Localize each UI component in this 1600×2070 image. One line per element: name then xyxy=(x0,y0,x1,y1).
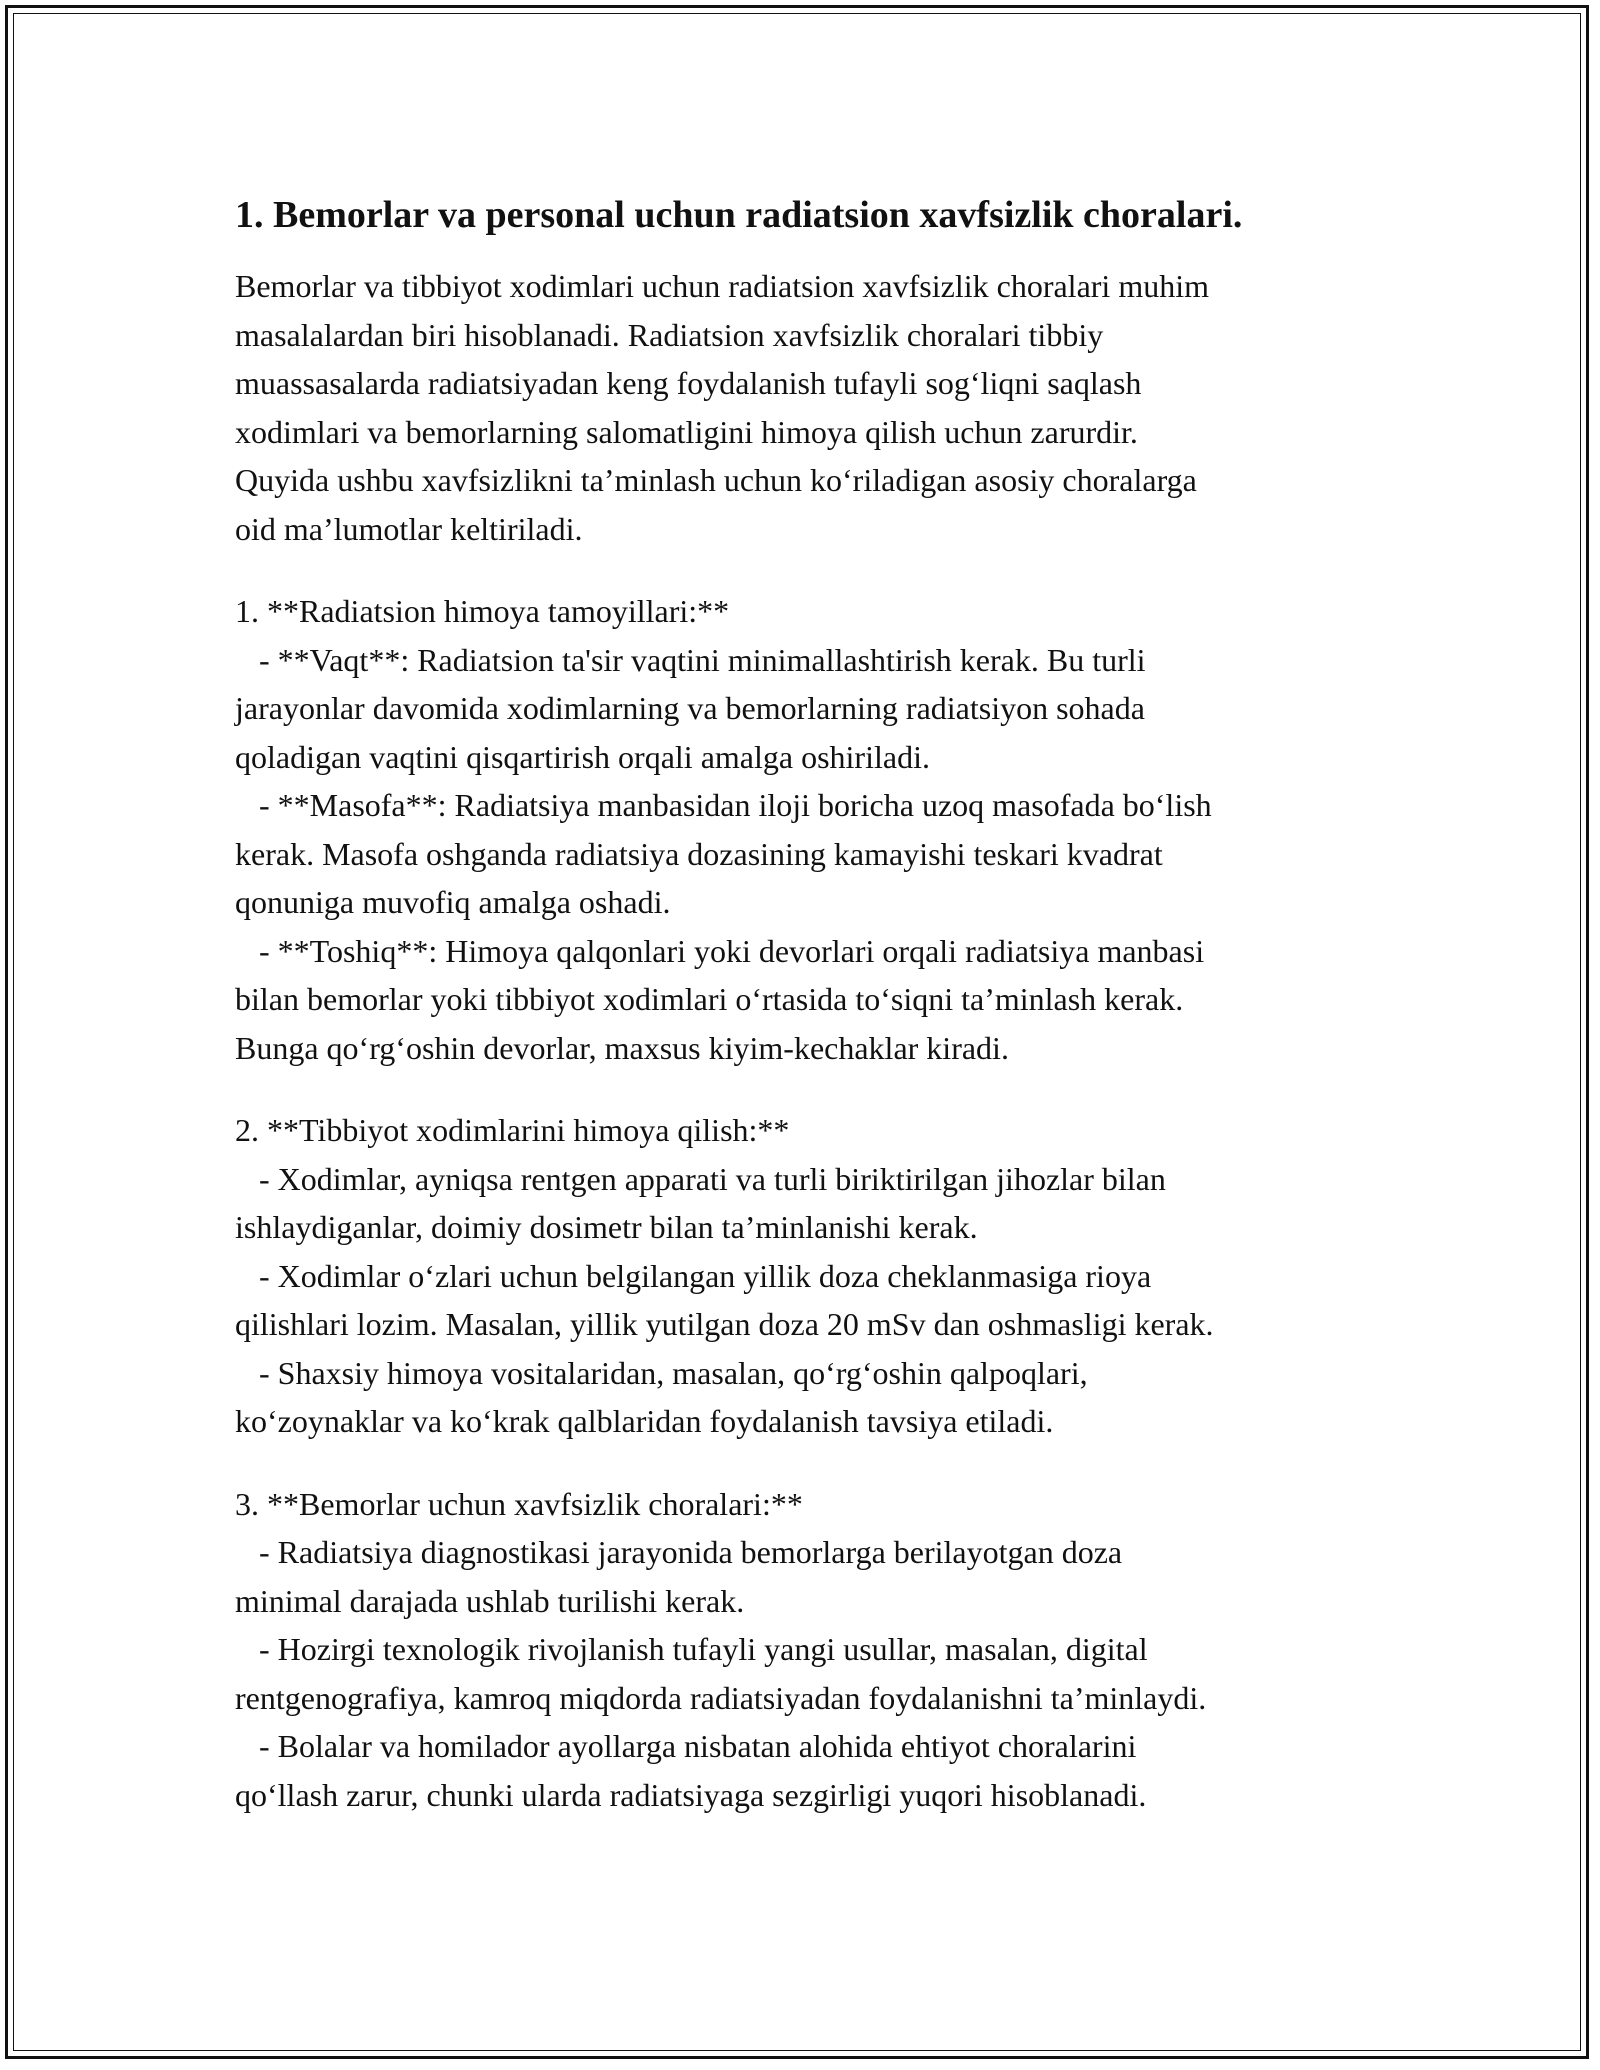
text-line: - **Masofa**: Radiatsiya manbasidan iloji boricha uzoq masofada bo‘lish xyxy=(235,787,1212,823)
text-line: - **Toshiq**: Himoya qalqonlari yoki devorlari orqali radiatsiya manbasi xyxy=(235,932,1205,969)
text-line: 3. **Bemorlar uchun xavfsizlik choralari:** xyxy=(235,1485,803,1522)
text-line: - **Vaqt**: Radiatsion ta'sir vaqtini minimallashtirish kerak. Bu turli xyxy=(235,641,1146,678)
text-line: bilan bemorlar yoki tibbiyot xodimlari o‘rtasida to‘siqni ta’minlash kerak. xyxy=(235,981,1184,1017)
document-body xyxy=(235,187,1365,1819)
text-line: - Shaxsiy himoya vositalaridan, masalan, qo‘rg‘oshin qalpoqlari, xyxy=(235,1354,1088,1391)
text-line: - Xodimlar, ayniqsa rentgen apparati va turli biriktirilgan jihozlar bilan xyxy=(235,1160,1166,1197)
section-patient-safety xyxy=(235,1480,1365,1820)
paragraph-gap xyxy=(235,1072,1365,1106)
text-line: oid ma’lumotlar keltiriladi. xyxy=(235,510,583,547)
text-line: kerak. Masofa oshganda radiatsiya dozasining kamayishi teskari kvadrat xyxy=(235,835,1163,872)
text-line: 1. **Radiatsion himoya tamoyillari:** xyxy=(235,593,730,629)
text-line: ishlaydiganlar, doimiy dosimetr bilan ta’minlanishi kerak. xyxy=(235,1209,978,1245)
intro-paragraph xyxy=(235,262,1365,553)
paragraph-gap xyxy=(235,553,1365,587)
section-staff-protection xyxy=(235,1106,1365,1446)
text-line: Quyida ushbu xavfsizlikni ta’minlash uchun ko‘riladigan asosiy choralarga xyxy=(235,462,1197,498)
text-line: - Bolalar va homilador ayollarga nisbatan alohida ehtiyot choralarini xyxy=(235,1728,1137,1764)
text-line: qo‘llash zarur, chunki ularda radiatsiyaga sezgirligi yuqori hisoblanadi. xyxy=(235,1776,1147,1813)
text-line: 2. **Tibbiyot xodimlarini himoya qilish:** xyxy=(235,1112,790,1148)
text-line: - Radiatsiya diagnostikasi jarayonida bemorlarga berilayotgan doza xyxy=(235,1534,1123,1570)
text-line: xodimlari va bemorlarning salomatligini himoya qilish uchun zarurdir. xyxy=(235,413,1138,450)
text-line: muassasalarda radiatsiyadan keng foydalanish tufayli sog‘liqni saqlash xyxy=(235,365,1142,401)
text-line: - Hozirgi texnologik rivojlanish tufayli yangi usullar, masalan, digital xyxy=(235,1631,1148,1667)
text-line: Bunga qo‘rg‘oshin devorlar, maxsus kiyim-kechaklar kiradi. xyxy=(235,1029,1009,1066)
text-line: jarayonlar davomida xodimlarning va bemorlarning radiatsiyon sohada xyxy=(235,690,1145,726)
document-title: 1. Bemorlar va personal uchun radiatsion xavfsizlik choralari. xyxy=(235,194,1243,236)
text-line: ko‘zoynaklar va ko‘krak qalblaridan foydalanish tavsiya etiladi. xyxy=(235,1403,1054,1439)
paragraph-gap xyxy=(235,1446,1365,1480)
text-line: qoladigan vaqtini qisqartirish orqali amalga oshiriladi. xyxy=(235,738,930,775)
text-line: qonuniga muvofiq amalga oshadi. xyxy=(235,884,671,920)
text-line: rentgenografiya, kamroq miqdorda radiatsiyadan foydalanishni ta’minlaydi. xyxy=(235,1679,1207,1716)
text-line: Bemorlar va tibbiyot xodimlari uchun radiatsion xavfsizlik choralari muhim xyxy=(235,268,1209,304)
text-line: masalalardan biri hisoblanadi. Radiatsion xavfsizlik choralari tibbiy xyxy=(235,316,1104,353)
text-line: - Xodimlar o‘zlari uchun belgilangan yillik doza cheklanmasiga rioya xyxy=(235,1257,1152,1294)
text-line: minimal darajada ushlab turilishi kerak. xyxy=(235,1582,745,1619)
text-line: qilishlari lozim. Masalan, yillik yutilgan doza 20 mSv dan oshmasligi kerak. xyxy=(235,1306,1214,1342)
section-radiation-principles xyxy=(235,587,1365,1072)
